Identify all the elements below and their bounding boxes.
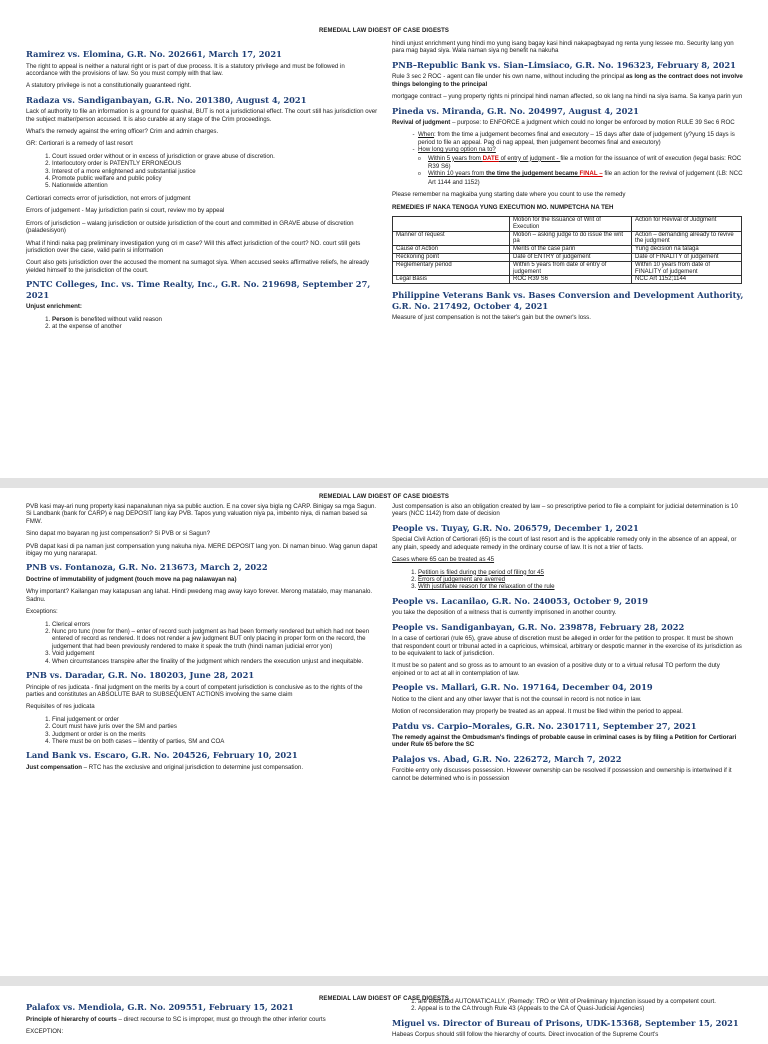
case-title: Radaza vs. Sandiganbayan, G.R. No. 201380, August 4, 2021 [26,94,307,105]
paragraph: Requisites of res judicata [26,703,95,711]
page-header: REMEDIAL LAW DIGEST OF CASE DIGESTS [318,996,450,1002]
table-row [393,231,742,246]
paragraph: REMEDIES IF NAKA TENGGA YUNG EXECUTION MO. NUMPETCHA NA TEH [392,203,614,211]
text: – direct recourse to SC is improper, must go through the other inferior courts [116,1015,326,1023]
list-item: 2. at the expense of another [52,323,378,330]
table-row [393,261,742,276]
table-cell: Within 5 years from date of entry of judgement [510,261,632,276]
remedies-table [392,216,742,284]
text-bold: the time the judgement became [486,170,580,178]
table-cell: Date of ENTRY of judgement [510,254,632,262]
list-item [52,316,378,323]
paragraph: Please remember na magkaiba yung starting date where you count to use the remedy [392,191,626,199]
paragraph: GR: Certiorari is a remedy of last resort [26,140,133,148]
case-title: Miguel vs. Director of Bureau of Prisons, UDK-15368, September 15, 2021 [392,1017,739,1028]
list-item: 3. Interest of a more enlightened and substantial justice [52,168,378,175]
case-title: Land Bank vs. Escaro, G.R. No. 204526, February 10, 2021 [26,750,298,761]
paragraph: The right to appeal is neither a natural right or is part of due process. It is a statutory privilege and must be followed in accordance with the provisions of law. So you must comply with that law. [26,62,345,77]
paragraph: A statutory privilege is not a constitutionally guaranteed right. [26,82,192,90]
page-2-left-column [26,503,378,776]
numbered-list [392,569,744,591]
case-title: People vs. Lacanilao, G.R. No. 240053, October 9, 2019 [392,595,649,606]
page-header: REMEDIAL LAW DIGEST OF CASE DIGESTS [318,28,450,34]
list-item [418,131,744,146]
paragraph: Why important? Kailangan may katapusan ang lahat. Hindi pwedeng mag away kayo forever. Merong matatalo, may mananalo. Sadnu. [26,588,373,603]
list-item: 2. Court must have juris over the SM and parties [52,723,378,730]
paragraph: Errors of judgement - May jurisdiction parin si court, review mo by appeal [26,207,225,215]
list-item [428,170,744,186]
list-item: 1. Court issued order without or in excess of jurisdiction or grave abuse of discretion. [52,153,378,160]
table-cell: NCC Art 1152;1144 [632,276,742,284]
text-underline: When [418,131,435,139]
list-item: 3. Judgment or order is on the merits [52,731,378,738]
paragraph [26,764,378,771]
table-cell: Action – demanding already to revive the judgment [632,231,742,246]
paragraph: PVB kasi may-ari nung property kasi napanalunan niya sa public auction. E na cover siya bigla ng CARP. Binigay sa mga Sagun. Si Landbank (bank for CARP) e nag DEPOSIT lang kay PVB. Tapos yung valuation niya pa, imbento niya, di naman based sa FMW. [26,503,377,525]
text-underline: Within 5 years from [428,154,483,162]
paragraph: Measure of just compensation is not the taker's gain but the owner's loss. [392,314,591,322]
text-bold: as long as the contract does not involve things belonging to the principal [392,73,743,88]
table-cell: Motion for the Issuance of Writ of Execution [510,217,632,232]
text: : from the time a judgement becomes final and executory – 15 days after date of judgement (y?yung 15 days is period to file an appeal. Pag di nag appeal, then judgement becomes final and executory) [418,131,735,146]
paragraph: Special Civil Action of Certiorari (65) is the court of last resort and is the applicable remedy only in the absence of an appeal, or any plain, speedy and adequate remedy in the ordinary course of law. It is not a trier of facts. [392,536,737,551]
paragraph: Forcible entry only discusses possession. However ownership can be resolved if possession and ownership is intertwined if it cannot be determined who is in possession [392,767,732,782]
list-item: 2. Errors of judgement are averred [418,576,744,583]
page-3 [0,986,768,1039]
list-item: 2. Interlocutory order is PATENTLY ERRONEOUS [52,160,378,167]
table-cell: ROC R39 S6 [510,276,632,284]
text-red: FINAL – [579,170,603,178]
case-title: PNB vs. Fontanoza, G.R. No. 213673, March 2, 2022 [26,562,268,573]
paragraph: mortgage contract – yung property rights ni principal hindi naman affected, so ok lang na hindi na siya isama. Sa kanya parin yun [392,93,743,101]
text: Rule 3 sec 2 ROC - agent can file under his own name, without including the principal [392,73,626,81]
numbered-list [26,316,378,331]
paragraph: you take the deposition of a witness that is currently imprisoned in another country. [392,609,617,617]
case-title: PNB vs. Daradar, G.R. No. 180203, June 28, 2021 [26,670,255,680]
list-item: 4. Promote public welfare and public policy [52,175,378,182]
list-item: 2. Nunc pro tunc (now for then) – enter of record such judgment as had been formerly rendered but which had not been entered of record as rendered. It does not render a jew judgment BUT only placing in proper form on the record, the judgement that had been previously rendered to make it speak the truth (hindi naman judicial error yon) [52,628,378,650]
paragraph [392,73,744,88]
paragraph: Sino dapat mo bayaran ng just compensation? Si PVB or si Sagun? [26,530,210,538]
paragraph: Errors of jurisdiction – walang jurisdiction or outside jurisdiction of the court and committed in GRAVE abuse of discretion (paladesisyon) [26,219,354,235]
list-item [428,155,744,171]
paragraph: The remedy against the Ombudsman's findings of probable cause in criminal cases is by filing a Petition for Certiorari under Rule 65 before the SC [392,734,737,749]
page-separator [0,976,768,986]
paragraph: Lack of authority to file an information is a ground for quashal, BUT is not a jurisdictional effect. The court still has jurisdiction over the subject matter/person accused. It is also curable at any stage of the Crim proceedings. [26,108,378,123]
paragraph: Cases where 65 can be treated as 45 [392,556,495,564]
paragraph: PVB dapat kasi di pa naman just compensation yung nakuha niya. MERE DEPOSIT lang yon. Di naman binuo. Wag ganun dapat ibigay mo yung nararapat. [26,542,378,558]
paragraph [392,119,744,126]
case-title: Patdu vs. Carpio–Morales, G.R. No. 2301711, September 27, 2021 [392,720,697,731]
case-title: Pineda vs. Miranda, G.R. No. 204997, August 4, 2021 [392,105,639,116]
text: – purpose: to ENFORCE a judgment which could no longer be enforced by motion RULE 39 Sec 6 ROC [450,119,735,127]
numbered-list [392,998,744,1013]
case-title: PNTC Colleges, Inc. vs. Time Realty, Inc., G.R. No. 219698, September 27, 2021 [26,279,371,300]
paragraph: Habeas Corpus should still follow the hierarchy of courts. Direct invocation of the Supreme Court's [392,1031,659,1039]
list-item: 1. are executed AUTOMATICALLY. (Remedy: TRO or Writ of Preliminary Injunction issued by a competent court. [418,998,744,1005]
list-item [418,146,744,186]
table-cell: Reglementary period [393,261,510,276]
list-item: 1. Final judgement or order [52,716,378,723]
numbered-list [26,621,378,665]
paragraph: Court also gets jurisdiction over the accused the moment na sumagot siya. When accused seeks affirmative reliefs, he already yielded himself to the jurisdiction of the court. [26,259,369,274]
list-item: 1. Clerical errors [52,621,378,628]
list-item: 4. When circumstances transpire after the finality of the judgment which renders the execution unjust and inequitable. [52,658,378,665]
table-cell: Date of FINALITY of judgement [632,254,742,262]
list-item: 3. With justifiable reason for the relaxation of the rule [418,583,744,590]
paragraph: What if hindi naka pag preliminary investigation yung cri m case? Will this affect jurisdiction of the court? NO. court still gets jurisdiction over the case, valid parin si information [26,239,361,254]
case-title: People vs. Sandiganbayan, G.R. No. 239878, February 28, 2022 [392,621,685,632]
table-cell [393,217,510,232]
paragraph [26,1016,378,1023]
table-row [393,276,742,284]
text: file a motion for the issuance of writ of execution (legal basis: ROC R39 S6) [428,154,742,171]
case-title: Palajos vs. Abad, G.R. No. 226272, March 7, 2022 [392,753,622,764]
table-cell: Motion – asking judge to do issue the writ pa [510,231,632,246]
paragraph: Motion of reconsideration may properly be treated as an appeal. It must be filed within the period to appeal. [392,708,683,716]
paragraph: It must be so patent and so gross as to amount to an evasion of a positive duty or to a virtual refusal TO perform the duty enjoined or to act at all in contemplation of law. [392,662,720,677]
table-cell: Merits of the case parin [510,246,632,254]
paragraph: hindi unjust enrichment yung hindi mo yung isang bagay kasi hindi nakapagbayad ng renta yung lessee mo. Security lang yon para mag bayad siya. Wala naman siya ng benefit na nakuha [392,40,734,55]
paragraph: What's the remedy against the erring officer? Crim and admin charges. [26,128,219,136]
paragraph: Exceptions: [26,608,58,616]
paragraph: Notice to the client and any other lawyer that is not the counsel in record is not notice in law. [392,695,642,703]
table-cell: Yung decision na talaga [632,246,742,254]
page-2 [0,488,768,976]
list-item-bold: Person [52,315,73,323]
table-cell: Reckoning point [393,254,510,262]
case-title: Philippine Veterans Bank vs. Bases Conversion and Development Authority, G.R. No. 217492, October 4, 2021 [392,290,744,311]
paragraph: EXCEPTION: [26,1027,64,1035]
paragraph: Principle of res judicata - final judgment on the merits by a court of competent jurisdiction is conclusive as to the rights of the parties and constitutes an ABSOLUTE BAR to SUBSEQUENT ACTIONS involving the same claim [26,683,363,698]
list-item: 5. Nationwide attention [52,182,378,189]
list-item: 2. Appeal is to the CA through Rule 43 (Appeals to the CA of Quasi-Judicial Agencies) [418,1005,744,1012]
case-title: Palafox vs. Mendiola, G.R. No. 209551, February 15, 2021 [26,1002,294,1012]
table-cell: Cause of Action [393,246,510,254]
page-header: REMEDIAL LAW DIGEST OF CASE DIGESTS [318,494,450,500]
paragraph: Just compensation is also an obligation created by law – so prescriptive period to file a complaint for judicial determination is 10 years (NCC 1142) from date of decision [392,503,738,518]
page-2-right-column [392,503,744,787]
page-1-right-column [392,40,744,327]
table-cell: Manner of request [393,231,510,246]
table-cell: Within 10 years from date of FINALITY of judgement [632,261,742,276]
list-item: 1. Petition is filed during the period of filing for 45 [418,569,744,576]
text-bold: Just compensation [26,763,82,771]
text-red: DATE [482,154,499,162]
case-title: People vs. Tuyay, G.R. No. 206579, December 1, 2021 [392,522,639,533]
bullet-list [392,131,744,186]
numbered-list [26,153,378,190]
table-row [393,246,742,254]
list-item-text: is benefited without valid reason [72,315,162,323]
table-cell: Legal Basis [393,276,510,284]
paragraph: In a case of certiorari (rule 65), grave abuse of discretion must be alleged in order for the petition to prosper. It must be shown that respondent court or tribunal acted in a capricious, whimsical, arbitrary or despotic manner in the exercise of its jurisdiction as to be equivalent to lack of jurisdiction. [392,635,742,657]
case-title: PNB–Republic Bank vs. Sian–Limsiaco, G.R. No. 196323, February 8, 2021 [392,59,736,70]
text-bold: Revival of judgment [392,119,451,127]
table-cell: Action for Revival of Judgment [632,217,742,232]
text-underline: Within 10 years from [428,170,487,178]
text-underline: How long yung option na to? [418,146,496,154]
paragraph: Certiorari corrects error of jurisdiction, not errors of judgment [26,194,191,202]
list-item: 3. Void judgement [52,650,378,657]
paragraph: Doctrine of immutability of judgment (touch move na pag nalawayan na) [26,575,237,583]
page-3-left-column [26,1002,378,1040]
sub-list [418,155,744,187]
paragraph: Unjust enrichment: [26,303,82,311]
text: – RTC has the exclusive and original jurisdiction to determine just compensation. [81,763,304,771]
page-separator [0,478,768,488]
text-underline: of entry of judgment - [498,154,561,162]
table-row [393,217,742,232]
table-row [393,254,742,262]
case-title: People vs. Mallari, G.R. No. 197164, December 04, 2019 [392,682,653,693]
case-title: Ramirez vs. Elomina, G.R. No. 202661, March 17, 2021 [26,49,282,59]
list-item: 4. There must be on both cases – identity of parties, SM and COA [52,738,378,745]
page-1-left-column [26,45,378,335]
text-bold: Principle of hierarchy of courts [26,1015,117,1023]
page-1 [0,0,768,478]
text: file an action for the revival of judgement (LB: NCC Art 1144 and 1152) [428,170,743,186]
page-3-right-column [392,998,744,1044]
numbered-list [26,716,378,746]
